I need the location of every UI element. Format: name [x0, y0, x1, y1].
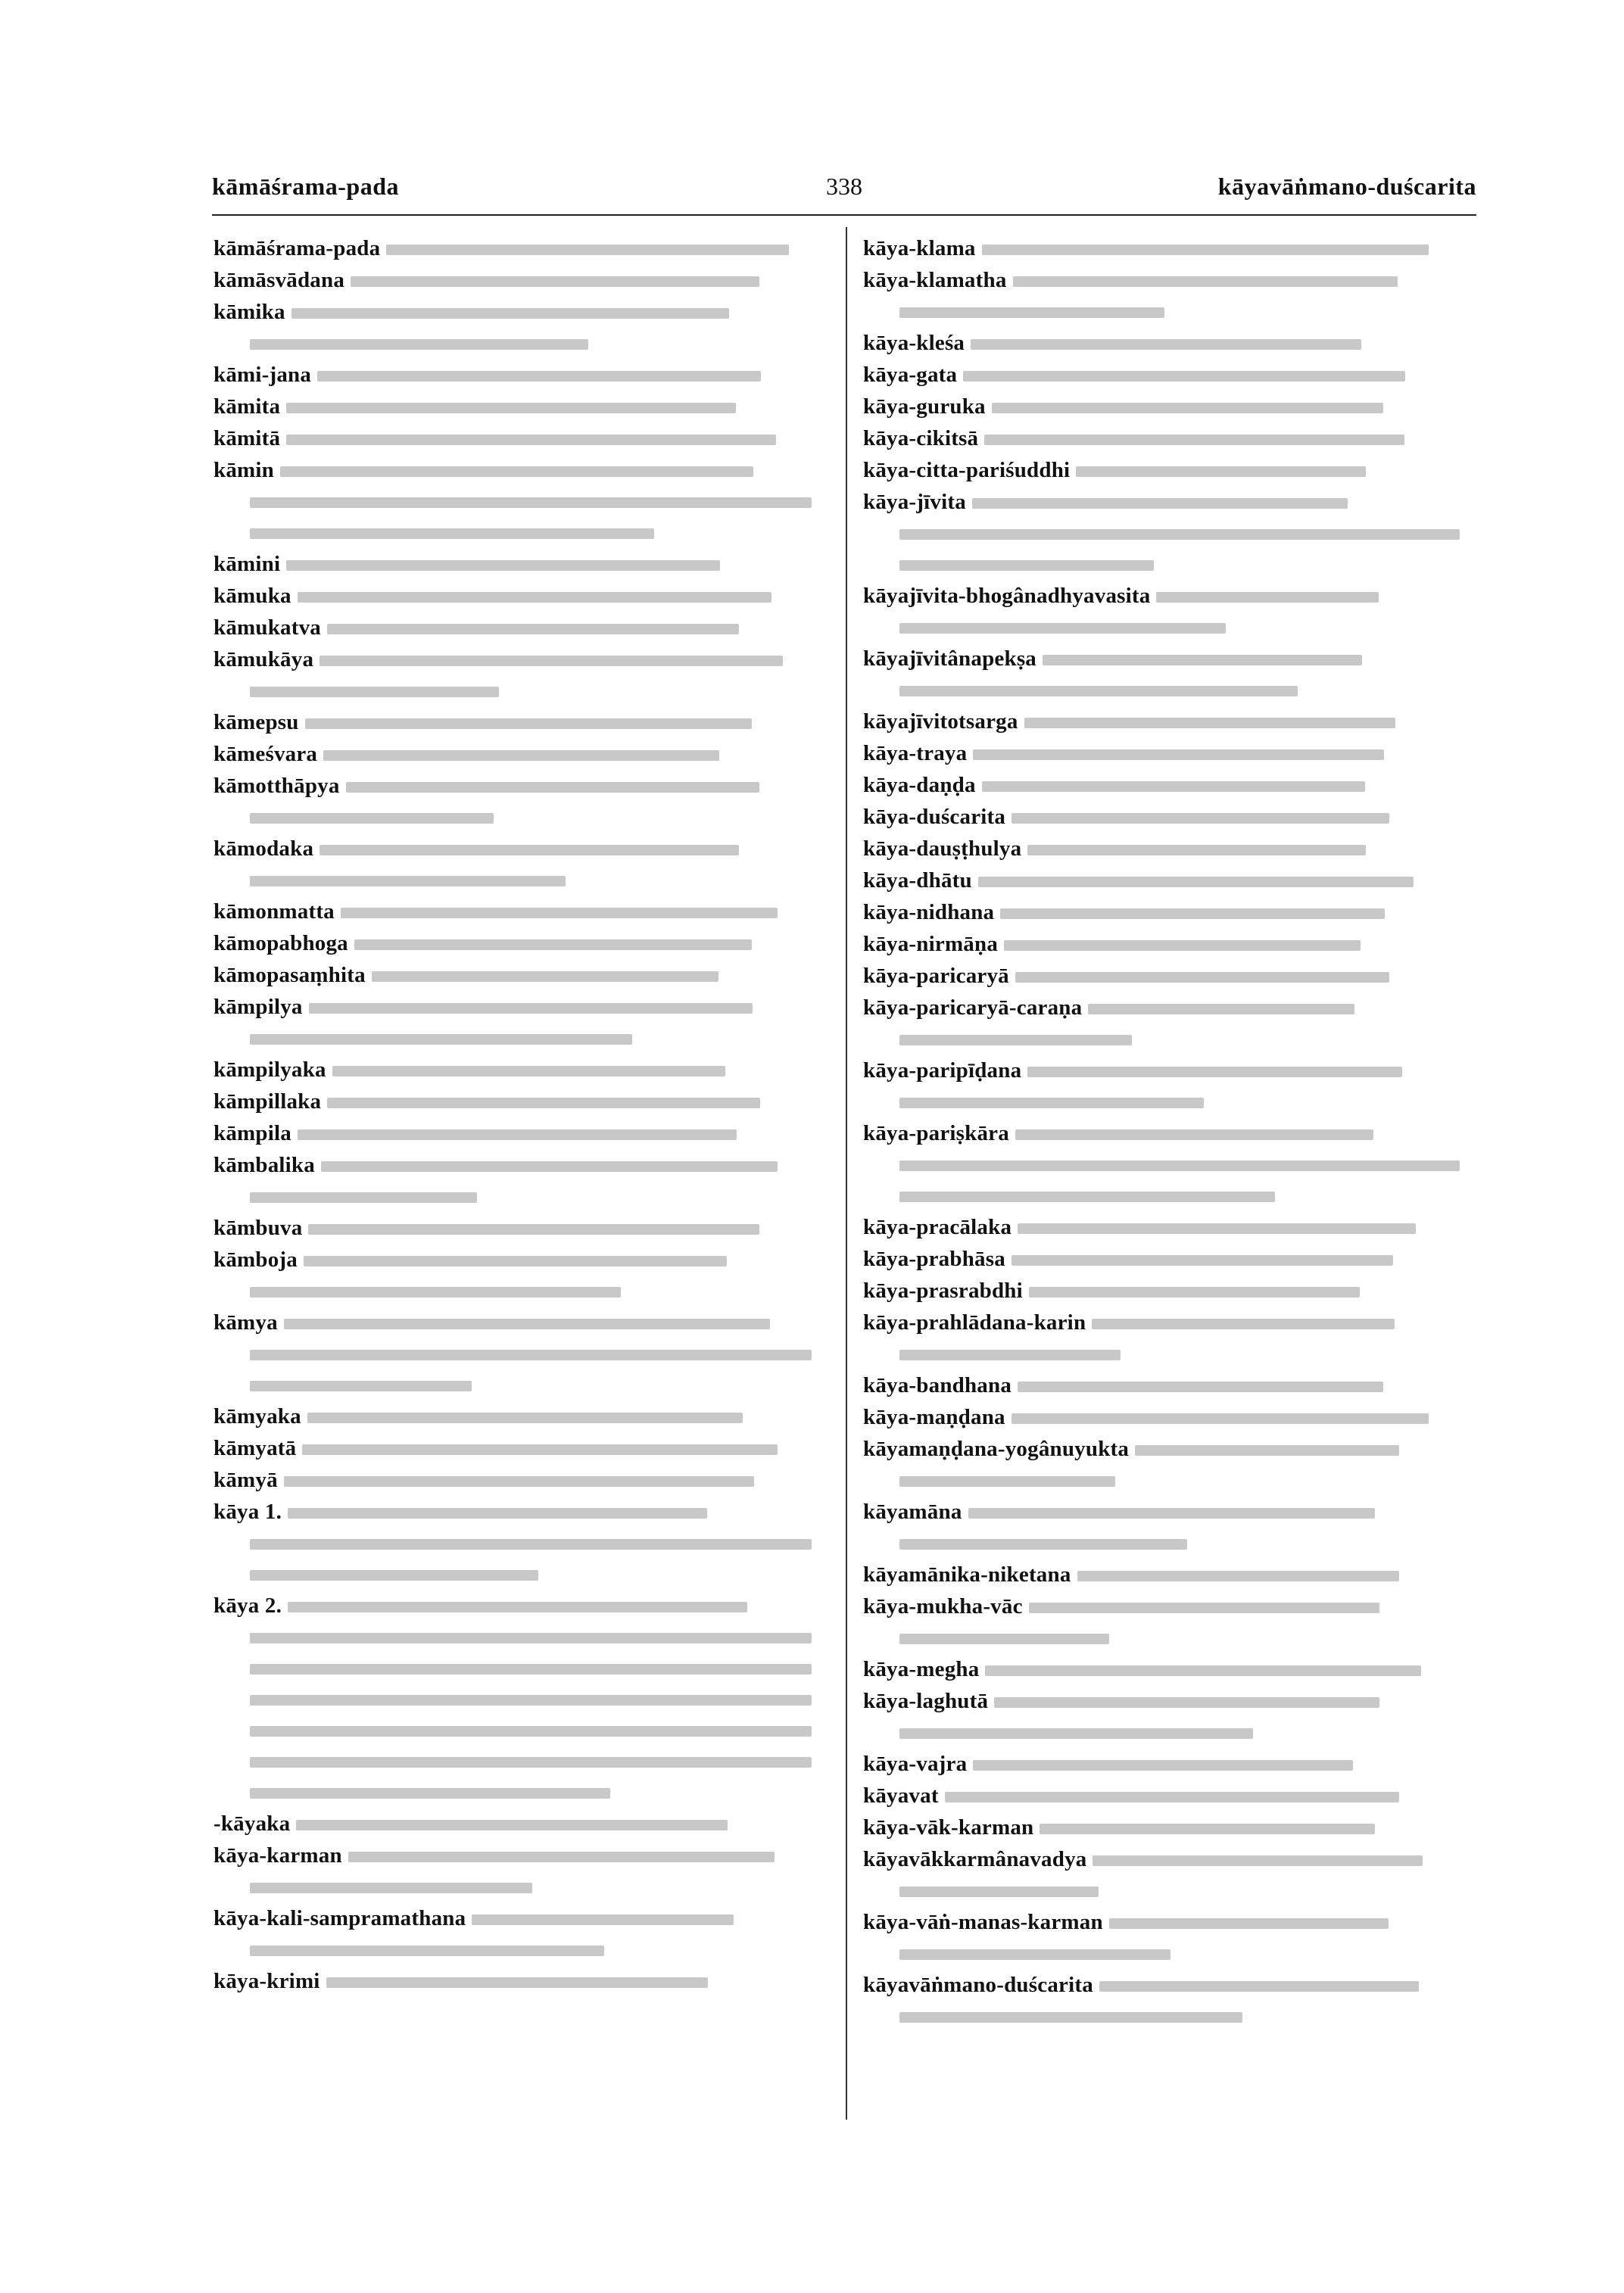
entry-headword: kāyamānika-niketana [863, 1562, 1071, 1587]
definition-text-placeholder [308, 1224, 759, 1235]
definition-text-placeholder [250, 1381, 472, 1391]
dictionary-entry [863, 1497, 1476, 1559]
entry-headword: kāya-pracālaka [863, 1215, 1012, 1239]
dictionary-entry [863, 929, 1476, 960]
dictionary-entry [863, 1307, 1476, 1369]
entry-headword: kāyajīvitotsarga [863, 709, 1018, 734]
definition-text-placeholder [984, 435, 1404, 445]
entry-headword: kāya-megha [863, 1657, 980, 1681]
entry-headword: kāya-laghutā [863, 1689, 989, 1713]
entry-headword: kāya-citta-pariśuddhi [863, 458, 1071, 482]
definition-text-placeholder [286, 403, 736, 413]
running-head-right: kāyavāṅmano-duścarita [1217, 173, 1476, 200]
dictionary-entry [214, 1433, 828, 1464]
entry-headword: kāyavākkarmânavadya [863, 1847, 1087, 1871]
definition-text-placeholder [978, 877, 1414, 887]
definition-text-placeholder [963, 371, 1405, 382]
entry-headword: kāya 2. [214, 1594, 282, 1618]
dictionary-entry [863, 487, 1476, 580]
dictionary-entry [863, 265, 1476, 327]
definition-text-placeholder [1092, 1319, 1395, 1329]
definition-text-placeholder [320, 845, 739, 855]
definition-text-placeholder [899, 560, 1154, 571]
entry-headword: -kāyaka [214, 1812, 291, 1836]
definition-text-placeholder [1000, 908, 1385, 919]
dictionary-entry [863, 455, 1476, 486]
definition-text-placeholder [899, 1539, 1187, 1550]
dictionary-entry [863, 1781, 1476, 1812]
definition-text-placeholder [250, 1883, 532, 1893]
entry-headword: kāya-dauṣṭhulya [863, 837, 1022, 861]
definition-text-placeholder [250, 1757, 812, 1768]
definition-text-placeholder [250, 1726, 812, 1737]
definition-text-placeholder [372, 971, 718, 982]
dictionary-entry [214, 549, 828, 580]
entry-headword: kāmonmatta [214, 899, 335, 924]
definition-text-placeholder [1018, 1382, 1383, 1392]
dictionary-entry [214, 233, 828, 264]
definition-text-placeholder [1011, 1255, 1393, 1266]
definition-text-placeholder [286, 560, 720, 571]
dictionary-entry [214, 1903, 828, 1965]
definition-text-placeholder [1015, 1129, 1373, 1140]
entry-headword: kāmika [214, 300, 285, 324]
entry-headword: kāmyatā [214, 1436, 297, 1460]
definition-text-placeholder [1029, 1287, 1360, 1298]
definition-text-placeholder [250, 1192, 477, 1203]
dictionary-entry [863, 1812, 1476, 1843]
entry-headword: kāmya [214, 1310, 278, 1335]
dictionary-entry [214, 1497, 828, 1590]
entry-headword: kāya-vāk-karman [863, 1815, 1034, 1840]
dictionary-entry [863, 1244, 1476, 1275]
dictionary-entry [863, 423, 1476, 454]
entry-headword: kāya-paripīḍana [863, 1058, 1022, 1083]
dictionary-entry [863, 233, 1476, 264]
definition-text-placeholder [899, 1161, 1460, 1171]
dictionary-entry [863, 391, 1476, 422]
entry-headword: kāmopabhoga [214, 931, 348, 955]
definition-text-placeholder [296, 1820, 728, 1830]
definition-text-placeholder [250, 1664, 812, 1675]
dictionary-entry [214, 423, 828, 454]
definition-text-placeholder [899, 1192, 1275, 1202]
definition-text-placeholder [284, 1319, 770, 1329]
entry-headword: kāya-nidhana [863, 900, 995, 924]
dictionary-entry [214, 391, 828, 422]
definition-text-placeholder [250, 339, 588, 350]
dictionary-entry [214, 1465, 828, 1496]
entry-headword: kāya-cikitsā [863, 426, 979, 450]
definition-text-placeholder [1135, 1445, 1399, 1456]
dictionary-entry [863, 738, 1476, 769]
entry-headword: kāya-klama [863, 236, 976, 260]
definition-text-placeholder [317, 371, 761, 382]
dictionary-entry [863, 1559, 1476, 1590]
entry-headword: kāmopasaṃhita [214, 963, 366, 987]
dictionary-entry [863, 1970, 1476, 2032]
page-number: 338 [826, 173, 862, 200]
header-rule [212, 214, 1476, 216]
dictionary-entry [863, 865, 1476, 896]
definition-text-placeholder [351, 276, 759, 287]
dictionary-entry [863, 833, 1476, 865]
dictionary-entry [863, 961, 1476, 992]
entry-headword: kāya-paricaryā-caraṇa [863, 995, 1083, 1020]
definition-text-placeholder [321, 1161, 778, 1172]
definition-text-placeholder [354, 939, 752, 950]
definition-text-placeholder [305, 718, 752, 729]
entry-headword: kāyajīvitânapekṣa [863, 646, 1036, 671]
definition-text-placeholder [899, 1035, 1132, 1045]
definition-text-placeholder [250, 1946, 604, 1956]
dictionary-entry [214, 1055, 828, 1086]
entry-headword: kāmukāya [214, 647, 314, 671]
definition-text-placeholder [1076, 466, 1366, 477]
entry-headword: kāya-kali-sampramathana [214, 1906, 466, 1930]
definition-text-placeholder [899, 623, 1226, 634]
dictionary-entry [214, 960, 828, 991]
dictionary-entry [863, 1118, 1476, 1211]
entry-headword: kāya-jīvita [863, 490, 966, 514]
dictionary-entry [863, 1212, 1476, 1243]
definition-text-placeholder [1013, 276, 1398, 287]
definition-text-placeholder [973, 749, 1384, 760]
dictionary-entry [863, 706, 1476, 737]
entry-headword: kāya-prasrabdhi [863, 1279, 1023, 1303]
dictionary-entry [863, 1844, 1476, 1906]
definition-text-placeholder [968, 1508, 1375, 1519]
entry-headword: kāmotthāpya [214, 774, 340, 798]
dictionary-entry [214, 707, 828, 738]
definition-text-placeholder [899, 307, 1164, 318]
entry-headword: kāmi-jana [214, 363, 312, 387]
entry-headword: kāmukatva [214, 615, 321, 640]
dictionary-entry [214, 1213, 828, 1244]
entry-headword: kāmepsu [214, 710, 299, 734]
definition-text-placeholder [899, 1350, 1121, 1360]
definition-text-placeholder [982, 781, 1365, 792]
definition-text-placeholder [971, 339, 1361, 350]
definition-text-placeholder [1088, 1004, 1354, 1014]
definition-text-placeholder [320, 656, 783, 666]
entry-headword: kāmita [214, 394, 281, 419]
dictionary-entry [863, 1591, 1476, 1653]
dictionary-entry [214, 360, 828, 391]
dictionary-entry [214, 1086, 828, 1117]
entry-headword: kāmāsvādana [214, 268, 345, 292]
entry-headword: kāmodaka [214, 837, 314, 861]
definition-text-placeholder [899, 686, 1298, 696]
definition-text-placeholder [1029, 1603, 1379, 1613]
entry-headword: kāya-dhātu [863, 868, 972, 893]
running-head [212, 173, 1476, 210]
dictionary-entry [214, 1307, 828, 1400]
definition-text-placeholder [332, 1066, 725, 1076]
dictionary-entry [863, 328, 1476, 359]
entry-headword: kāyamāna [863, 1500, 962, 1524]
definition-text-placeholder [250, 687, 499, 697]
entry-headword: kāya 1. [214, 1500, 282, 1524]
definition-text-placeholder [1156, 592, 1379, 603]
definition-text-placeholder [1043, 655, 1362, 665]
entry-headword: kāya-vāṅ-manas-karman [863, 1910, 1103, 1934]
definition-text-placeholder [250, 497, 812, 508]
definition-text-placeholder [307, 1413, 743, 1423]
dictionary-entry [214, 1840, 828, 1902]
definition-text-placeholder [899, 1634, 1109, 1644]
dictionary-entry [214, 1966, 828, 1997]
entry-headword: kāmeśvara [214, 742, 318, 766]
definition-text-placeholder [1015, 972, 1389, 983]
entry-headword: kāyavāṅmano-duścarita [863, 1973, 1093, 1997]
definition-text-placeholder [1027, 1067, 1402, 1077]
dictionary-entry [214, 581, 828, 612]
dictionary-entry [214, 739, 828, 770]
dictionary-entry [214, 1118, 828, 1149]
entry-headword: kāmboja [214, 1248, 298, 1272]
definition-text-placeholder [298, 1129, 737, 1140]
definition-text-placeholder [327, 624, 739, 634]
entry-headword: kāmbuva [214, 1216, 303, 1240]
column-divider [846, 227, 847, 2120]
definition-text-placeholder [899, 1728, 1253, 1739]
definition-text-placeholder [250, 1570, 538, 1581]
dictionary-entry [214, 1809, 828, 1840]
definition-text-placeholder [1077, 1571, 1399, 1581]
definition-text-placeholder [250, 1539, 812, 1550]
left-column [214, 233, 828, 2111]
definition-text-placeholder [972, 498, 1348, 509]
entry-headword: kāyavat [863, 1784, 939, 1808]
entry-headword: kāmpillaka [214, 1089, 322, 1114]
dictionary-entry [863, 802, 1476, 833]
dictionary-entry [214, 896, 828, 927]
definition-text-placeholder [1099, 1981, 1419, 1992]
dictionary-entry [863, 581, 1476, 643]
definition-text-placeholder [1004, 940, 1361, 951]
definition-text-placeholder [341, 908, 778, 918]
definition-text-placeholder [346, 782, 759, 793]
definition-text-placeholder [1011, 813, 1389, 824]
definition-text-placeholder [250, 1695, 812, 1706]
dictionary-entry [214, 612, 828, 643]
definition-text-placeholder [982, 245, 1429, 255]
entry-headword: kāya-guruka [863, 394, 986, 419]
entry-headword: kāya-krimi [214, 1969, 320, 1993]
definition-text-placeholder [250, 813, 494, 824]
dictionary-entry [214, 1245, 828, 1307]
dictionary-entry [863, 1434, 1476, 1496]
entry-headword: kāya-daṇḍa [863, 773, 976, 797]
definition-text-placeholder [985, 1665, 1421, 1676]
definition-text-placeholder [250, 528, 654, 539]
right-column [863, 233, 1476, 2111]
dictionary-entry [863, 1276, 1476, 1307]
definition-text-placeholder [994, 1697, 1379, 1708]
definition-text-placeholder [899, 1949, 1170, 1960]
definition-text-placeholder [323, 750, 719, 761]
entry-headword: kāya-traya [863, 741, 968, 765]
definition-text-placeholder [250, 1788, 610, 1799]
definition-text-placeholder [309, 1003, 753, 1014]
entry-headword: kāya-klamatha [863, 268, 1007, 292]
dictionary-entry [863, 1749, 1476, 1780]
definition-text-placeholder [348, 1852, 775, 1862]
dictionary-entry [863, 360, 1476, 391]
dictionary-entry [214, 1401, 828, 1432]
definition-text-placeholder [302, 1444, 778, 1455]
definition-text-placeholder [992, 403, 1383, 413]
entry-headword: kāya-paricaryā [863, 964, 1009, 988]
dictionary-entry [214, 992, 828, 1054]
definition-text-placeholder [1027, 845, 1366, 855]
definition-text-placeholder [899, 1098, 1204, 1108]
definition-text-placeholder [250, 1034, 632, 1045]
definition-text-placeholder [288, 1602, 747, 1612]
definition-text-placeholder [326, 1977, 708, 1988]
definition-text-placeholder [945, 1792, 1399, 1802]
entry-headword: kāmbalika [214, 1153, 315, 1177]
definition-text-placeholder [250, 1287, 621, 1298]
entry-headword: kāya-nirmāṇa [863, 932, 999, 956]
entry-headword: kāya-maṇḍana [863, 1405, 1005, 1429]
definition-text-placeholder [1011, 1413, 1429, 1424]
entry-headword: kāmin [214, 458, 274, 482]
definition-text-placeholder [291, 308, 729, 319]
entry-headword: kāyajīvita-bhogânadhyavasita [863, 584, 1151, 608]
dictionary-entry [863, 643, 1476, 706]
dictionary-entry [214, 265, 828, 296]
entry-headword: kāya-mukha-vāc [863, 1594, 1023, 1618]
definition-text-placeholder [250, 876, 566, 886]
entry-headword: kāya-vajra [863, 1752, 968, 1776]
entry-headword: kāya-karman [214, 1843, 342, 1868]
dictionary-entry [863, 992, 1476, 1055]
dictionary-entry [863, 1654, 1476, 1685]
dictionary-entry [863, 897, 1476, 928]
definition-text-placeholder [899, 2012, 1242, 2023]
dictionary-entry [214, 1590, 828, 1808]
dictionary-entry [214, 928, 828, 959]
entry-headword: kāmitā [214, 426, 281, 450]
definition-text-placeholder [1040, 1824, 1375, 1834]
running-head-left: kāmāśrama-pada [212, 173, 400, 200]
dictionary-entry [214, 833, 828, 896]
definition-text-placeholder [973, 1760, 1353, 1771]
definition-text-placeholder [280, 466, 753, 477]
entry-headword: kāya-gata [863, 363, 958, 387]
entry-headword: kāya-prabhāsa [863, 1247, 1005, 1271]
dictionary-entry [214, 455, 828, 548]
dictionary-entry [863, 1055, 1476, 1117]
entry-headword: kāya-kleśa [863, 331, 965, 355]
entry-headword: kāmpila [214, 1121, 291, 1145]
entry-headword: kāmyā [214, 1468, 278, 1492]
definition-text-placeholder [1109, 1918, 1389, 1929]
entry-headword: kāya-prahlādana-karin [863, 1310, 1086, 1335]
dictionary-entry [863, 770, 1476, 801]
definition-text-placeholder [298, 592, 771, 603]
definition-text-placeholder [304, 1256, 727, 1266]
entry-headword: kāmini [214, 552, 281, 576]
dictionary-entry [214, 1150, 828, 1212]
entry-headword: kāmpilyaka [214, 1058, 326, 1082]
entry-headword: kāya-pariṣkāra [863, 1121, 1009, 1145]
definition-text-placeholder [899, 1476, 1115, 1487]
definition-text-placeholder [327, 1098, 760, 1108]
entry-headword: kāmpilya [214, 995, 303, 1019]
definition-text-placeholder [1093, 1855, 1423, 1866]
entry-headword: kāmāśrama-pada [214, 236, 381, 260]
dictionary-entry [863, 1686, 1476, 1748]
definition-text-placeholder [899, 529, 1460, 540]
entry-headword: kāmuka [214, 584, 291, 608]
definition-text-placeholder [899, 1886, 1099, 1897]
dictionary-entry [863, 1370, 1476, 1401]
entry-headword: kāmyaka [214, 1404, 301, 1428]
dictionary-entry [214, 297, 828, 359]
dictionary-entry [214, 644, 828, 706]
entry-headword: kāya-bandhana [863, 1373, 1012, 1397]
definition-text-placeholder [1024, 718, 1395, 728]
definition-text-placeholder [386, 245, 789, 255]
definition-text-placeholder [472, 1914, 734, 1925]
definition-text-placeholder [250, 1350, 812, 1360]
dictionary-entry [214, 771, 828, 833]
dictionary-entry [863, 1402, 1476, 1433]
dictionary-entry [863, 1907, 1476, 1969]
definition-text-placeholder [250, 1633, 812, 1643]
definition-text-placeholder [288, 1508, 707, 1519]
definition-text-placeholder [284, 1476, 754, 1487]
definition-text-placeholder [1018, 1223, 1416, 1234]
entry-headword: kāya-duścarita [863, 805, 1006, 829]
entry-headword: kāyamaṇḍana-yogânuyukta [863, 1437, 1130, 1461]
definition-text-placeholder [286, 435, 776, 445]
